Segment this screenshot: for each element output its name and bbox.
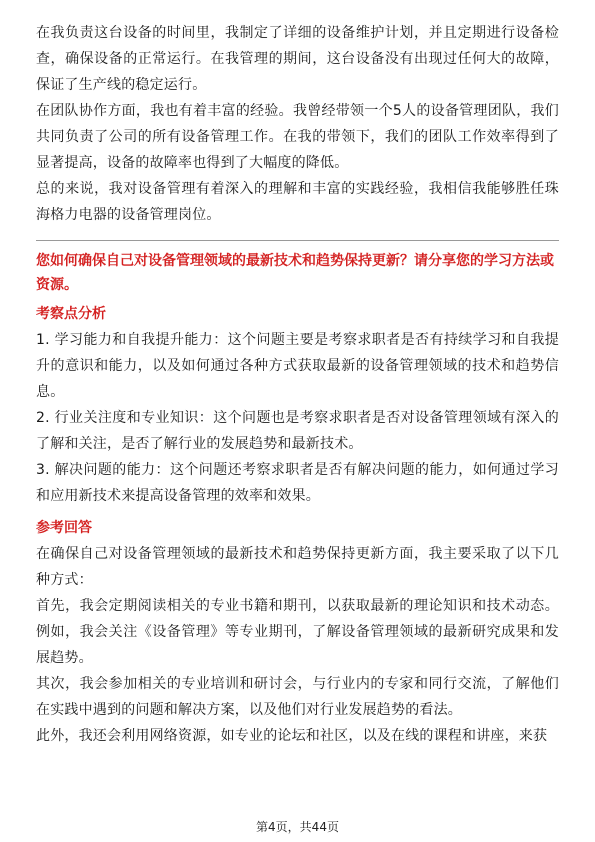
analysis-item-1: 1. 学习能力和自我提升能力：这个问题主要是考察求职者是否有持续学习和自我提升的意识和能力，以及如何通过各种方式获取最新的设备管理领域的技术和趋势信息。 — [36, 332, 559, 400]
intro-paragraph-2: 在团队协作方面，我也有着丰富的经验。我曾经带领一个5人的设备管理团队，我们共同负责了公司的所有设备管理工作。在我的带领下，我们的团队工作效率得到了显著提高，设备的故障率也得到了大幅度的降低。 — [36, 103, 559, 171]
answer-title: 参考回答 — [36, 520, 92, 536]
intro-paragraph-3: 总的来说，我对设备管理有着深入的理解和丰富的实践经验，我相信我能够胜任珠海格力电器的设备管理岗位。 — [36, 181, 559, 223]
analysis-item-2: 2. 行业关注度和专业知识：这个问题也是考察求职者是否对设备管理领域有深入的了解和关注，是否了解行业的发展趋势和最新技术。 — [36, 410, 559, 452]
answer-paragraph-4: 此外，我还会利用网络资源，如专业的论坛和社区，以及在线的课程和讲座，来获 — [36, 728, 548, 744]
page-footer: 第4页，共44页 — [256, 820, 339, 834]
answer-paragraph-2: 首先，我会定期阅读相关的专业书籍和期刊，以获取最新的理论知识和技术动态。例如，我会关注《设备管理》等专业期刊，了解设备管理领域的最新研究成果和发展趋势。 — [36, 598, 559, 666]
section-divider — [36, 240, 559, 241]
answer-paragraph-1: 在确保自己对设备管理领域的最新技术和趋势保持更新方面，我主要采取了以下几种方式： — [36, 546, 559, 588]
intro-paragraph-1: 在我负责这台设备的时间里，我制定了详细的设备维护计划，并且定期进行设备检查，确保设备的正常运行。在我管理的期间，这台设备没有出现过任何大的故障，保证了生产线的稳定运行。 — [36, 25, 559, 93]
analysis-item-3: 3. 解决问题的能力：这个问题还考察求职者是否有解决问题的能力，如何通过学习和应用新技术来提高设备管理的效率和效果。 — [36, 462, 559, 504]
analysis-title: 考察点分析 — [36, 306, 106, 322]
question-heading: 您如何确保自己对设备管理领域的最新技术和趋势保持更新？请分享您的学习方法或资源。 — [36, 253, 554, 293]
page-content — [36, 20, 559, 749]
answer-paragraph-3: 其次，我会参加相关的专业培训和研讨会，与行业内的专家和同行交流，了解他们在实践中遇到的问题和解决方案，以及他们对行业发展趋势的看法。 — [36, 676, 559, 718]
